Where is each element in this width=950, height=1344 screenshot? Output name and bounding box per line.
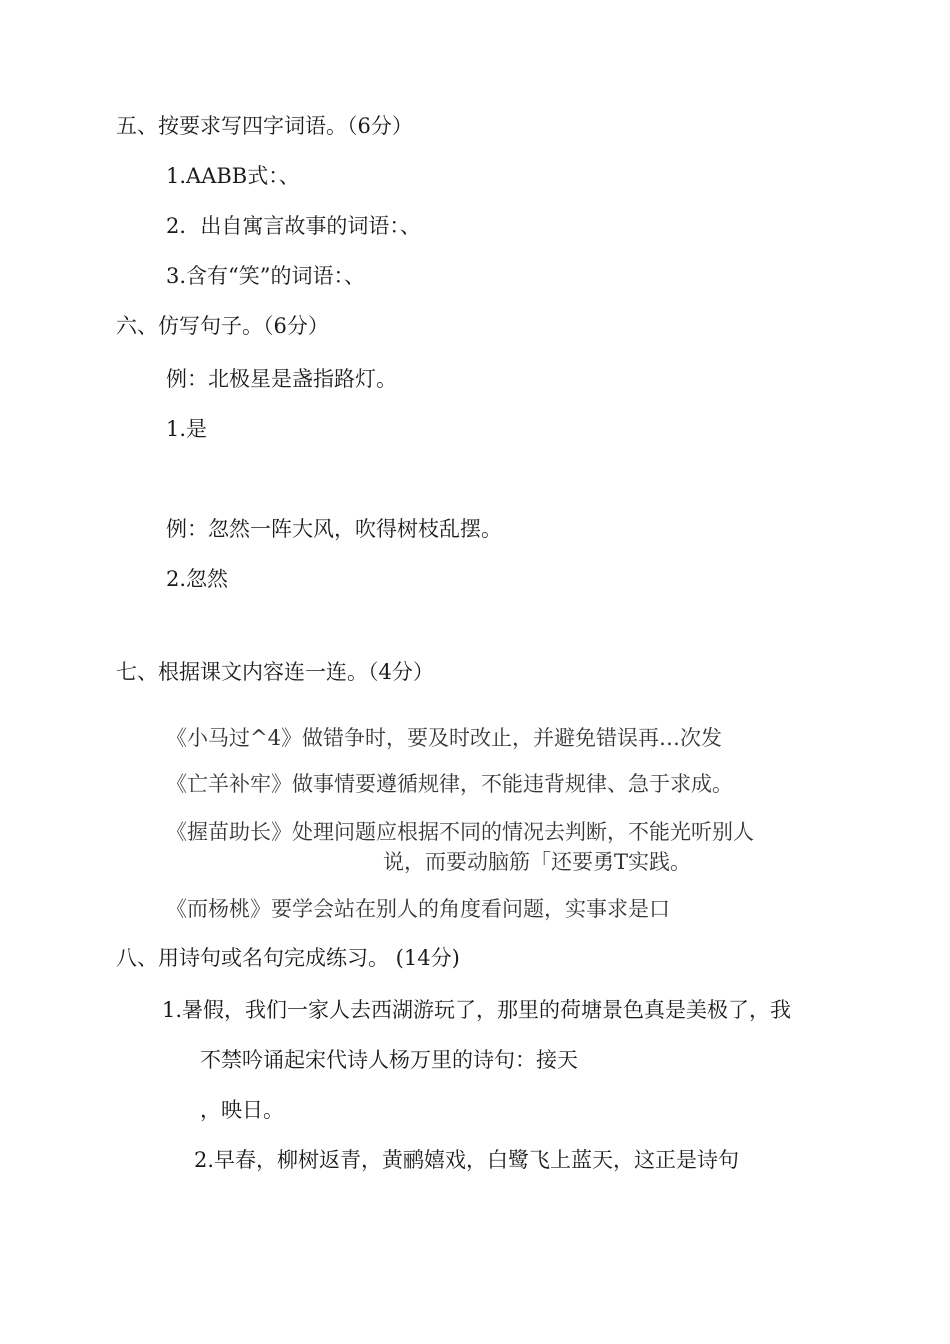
section-6-example-2: 例：忽然一阵大风，吹得树枝乱摆。: [166, 517, 502, 541]
section-8-question-1-line-1: 1.暑假，我们一家人去西湖游玩了，那里的荷塘景色真是美极了，我: [162, 998, 792, 1022]
section-6-item-2: 2.忽然: [166, 567, 229, 591]
section-7-heading: 七、根据课文内容连一连。（4分）: [116, 660, 434, 684]
match-item-1: 《小马过^4》做错争时，要及时改止，并避免错误再…次发: [166, 726, 722, 750]
section-6-item-1: 1.是: [166, 417, 208, 441]
section-8-heading: 八、用诗句或名句完成练习。 (14分): [116, 946, 460, 970]
section-6-example-1: 例：北极星是盏指路灯。: [166, 367, 397, 391]
match-item-4: 《而杨桃》要学会站在别人的角度看问题，实事求是口: [166, 897, 670, 921]
section-8-question-1-line-3: ，映日。: [200, 1098, 284, 1122]
section-5-heading: 五、按要求写四字词语。（6分）: [116, 114, 413, 138]
section-8-question-1-line-2: 不禁吟诵起宋代诗人杨万里的诗句：接天: [200, 1048, 578, 1072]
section-5-item-3: 3.含有“笑”的词语：、: [166, 264, 366, 288]
match-item-3: 《握苗助长》处理问题应根据不同的情况去判断，不能光听别人: [166, 820, 754, 844]
match-item-2: 《亡羊补牢》做事情要遵循规律，不能违背规律、急于求成。: [166, 772, 733, 796]
section-8-question-2-line-1: 2.早春，柳树返青，黄鹂嬉戏，白鹭飞上蓝天，这正是诗句: [194, 1148, 740, 1172]
section-6-heading: 六、仿写句子。（6分）: [116, 314, 329, 338]
section-5-item-2: 2．出自寓言故事的词语：、: [166, 214, 421, 238]
section-5-item-1: 1.AABB式：、: [166, 164, 300, 188]
match-item-3-continued: 说，而要动脑筋「还要勇T实践。: [383, 850, 692, 874]
